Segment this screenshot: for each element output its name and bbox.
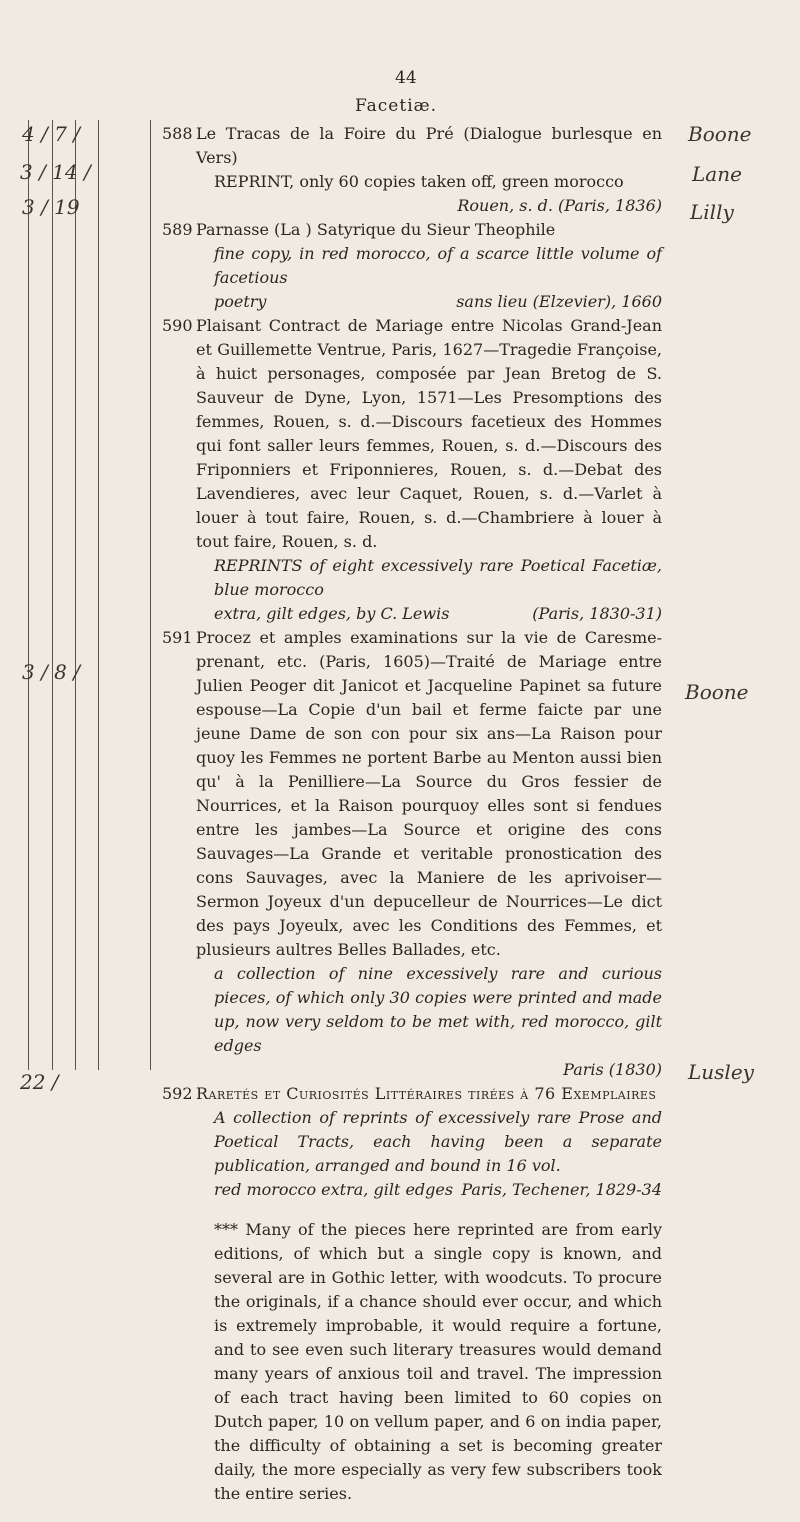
lot-entry xyxy=(162,1082,662,1506)
lot-imprint: sans lieu (Elzevier), 1660 xyxy=(456,292,662,311)
lot-title: Procez et amples examinations sur la vie de Caresme-prenant, etc. (Paris, 1605)—Traité de Mariage entre Julien Peoger dit Janicot et Jacqueline Papinet sa future espouse—La Copie d'un bail et ferme faicte par une jeune Dame de son con pour six ans—La Raison pour quoy les Femmes ne portent Barbe au Menton aussi bien qu' à la Penilliere—La Source du Gros fessier de Nourrices, et la Raison pourquoy elles sont si fendues entre les jambes—La Source et origine des cons Sauvages—La Grande et veritable pronostication des cons Sauvages, avec la Maniere de les aprivoiser—Sermon Joyeux d'un depucelleur de Nourrices—Le dict des pays Joyeulx, avec les Conditions des Femmes, et plusieurs aultres Belles Ballades, etc. xyxy=(196,628,662,959)
lot-title: Plaisant Contract de Mariage entre Nicolas Grand-Jean et Guillemette Ventrue, Paris, 1627—Tragedie Françoise, à huict personages, composée par Jean Bretog de S. Sauveur de Dyne, Lyon, 1571—Les Presomptions des femmes, Rouen, s. d.—Discours facetieux des Hommes qui font saller leurs femmes, Rouen, s. d.—Discours des Friponniers et Friponnieres, Rouen, s. d.—Debat des Lavendieres, avec leur Caquet, Rouen, s. d.—Varlet à louer à tout faire, Rouen, s. d.—Chambriere à louer à tout faire, Rouen, s. d. xyxy=(196,316,662,551)
buyer-note: Lilly xyxy=(690,200,734,224)
lot-description: extra, gilt edges, by C. Lewis xyxy=(214,604,450,623)
lot-number: 589 xyxy=(162,220,193,239)
catalogue-entries xyxy=(162,122,662,1522)
section-heading: Facetiæ. xyxy=(355,96,438,116)
lot-entry xyxy=(162,314,662,626)
price-mark: 4 / 7 / xyxy=(22,122,80,146)
lot-title: Le Tracas de la Foire du Pré (Dialogue burlesque en Vers) xyxy=(196,124,662,167)
left-margin-annotations xyxy=(0,120,160,1120)
lot-imprint: Paris, Techener, 1829-34 xyxy=(461,1180,662,1199)
lot-description: A collection of reprints of excessively rare Prose and Poetical Tracts, each having been a separate publication, arranged and bound in 16 vol. xyxy=(214,1108,662,1175)
lot-note: *** Many of the pieces here reprinted are from early editions, of which but a single copy is known, and several are in Gothic letter, with woodcuts. To procure the originals, if a chance should ever occur, and which is extremely improbable, it would require a fortune, and to see even such literary treasures would demand many years of anxious toil and travel. The impression of each tract having been limited to 60 copies on Dutch paper, 10 on vellum paper, and 6 on india paper, the difficulty of obtaining a set is becoming greater daily, the more especially as very few subscribers took the entire series. xyxy=(214,1220,662,1503)
page-number: 44 xyxy=(395,68,417,88)
lot-number: 590 xyxy=(162,316,193,335)
buyer-note: Boone xyxy=(685,680,749,704)
lot-description: poetry xyxy=(214,292,267,311)
lot-description: fine copy, in red morocco, of a scarce little volume of facetious xyxy=(214,244,662,287)
lot-number: 592 xyxy=(162,1084,193,1103)
right-margin-annotations xyxy=(680,120,800,1120)
lot-entry xyxy=(162,122,662,218)
lot-description: REPRINTS of eight excessively rare Poetical Facetiæ, blue morocco xyxy=(214,556,662,599)
lot-entry xyxy=(162,218,662,314)
lot-title: Raretés et Curiosités Littéraires tirées à 76 Exemplaires xyxy=(196,1084,657,1103)
lot-imprint: Rouen, s. d. (Paris, 1836) xyxy=(457,196,662,215)
price-mark: 22 / xyxy=(20,1070,59,1094)
lot-description: red morocco extra, gilt edges xyxy=(214,1180,454,1199)
lot-number: 588 xyxy=(162,124,193,143)
buyer-note: Lusley xyxy=(688,1060,754,1084)
lot-description: a collection of nine excessively rare and curious pieces, of which only 30 copies were printed and made up, now very seldom to be met with, red morocco, gilt edges xyxy=(214,964,662,1055)
buyer-note: Lane xyxy=(692,162,742,186)
lot-title: Parnasse (La ) Satyrique du Sieur Theophile xyxy=(196,220,556,239)
lot-imprint: Paris (1830) xyxy=(563,1060,662,1079)
lot-entry xyxy=(162,626,662,1082)
price-mark: 3 / 14 / xyxy=(20,160,91,184)
price-mark: 3 / 19 xyxy=(22,195,80,219)
lot-description: REPRINT, only 60 copies taken off, green morocco xyxy=(214,172,624,191)
lot-imprint: (Paris, 1830-31) xyxy=(532,604,662,623)
lot-number: 591 xyxy=(162,628,193,647)
price-mark: 3 / 8 / xyxy=(22,660,80,684)
buyer-note: Boone xyxy=(688,122,752,146)
